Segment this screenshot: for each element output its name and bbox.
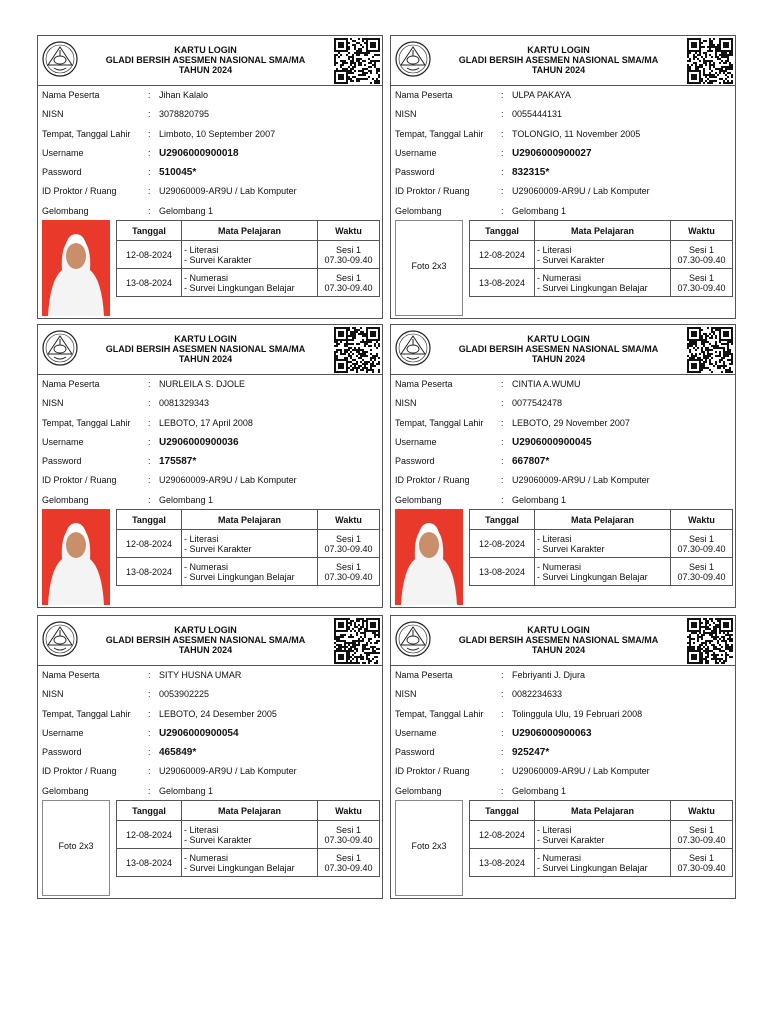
row-nama: Nama Peserta : Jihan Kalalo (42, 86, 382, 105)
card-header (38, 325, 382, 375)
tut-wuri-handayani-logo-icon (395, 41, 431, 77)
cell-waktu: Sesi 1 07.30-09.40 (318, 241, 380, 269)
cell-tanggal: 12-08-2024 (470, 821, 535, 849)
cell-mapel: - Numerasi - Survei Lingkungan Belajar (182, 269, 318, 297)
participant-info (395, 86, 735, 221)
row-username: Username : U2906000900027 (395, 144, 735, 163)
row-nisn: NISN : 0053902225 (42, 685, 382, 704)
table-row (117, 241, 380, 269)
row-nama: Nama Peserta : CINTIA A.WUMU (395, 375, 735, 394)
qr-code-icon (687, 327, 733, 373)
participant-username: U2906000900063 (512, 727, 592, 739)
row-proktor: ID Proktor / Ruang : U29060009-AR9U / Lab Komputer (42, 762, 382, 781)
participant-birth: LEBOTO, 24 Desember 2005 (159, 708, 277, 719)
row-nisn: NISN : 0082234633 (395, 685, 735, 704)
label-password: Password (395, 456, 435, 467)
title-line-1: KARTU LOGIN (174, 45, 237, 55)
participant-birth: Tolinggula Ulu, 19 Februari 2008 (512, 708, 643, 719)
cell-waktu: Sesi 1 07.30-09.40 (671, 530, 733, 558)
label-username: Username (395, 436, 437, 447)
label-nama: Nama Peserta (395, 90, 453, 100)
cell-mapel: - Literasi - Survei Karakter (535, 241, 671, 269)
title-line-2: GLADI BERSIH ASESMEN NASIONAL SMA/MA (105, 344, 306, 354)
cell-tanggal: 12-08-2024 (470, 530, 535, 558)
header-mapel: Mata Pelajaran (182, 221, 318, 241)
cell-waktu: Sesi 1 07.30-09.40 (318, 821, 380, 849)
label-username: Username (395, 147, 437, 158)
label-username: Username (42, 147, 84, 158)
participant-password: 175587* (159, 456, 197, 468)
row-gelombang: Gelombang : Gelombang 1 (395, 782, 735, 801)
cell-waktu: Sesi 1 07.30-09.40 (671, 821, 733, 849)
qr-code-icon (687, 38, 733, 84)
row-gelombang: Gelombang : Gelombang 1 (42, 782, 382, 801)
header-tanggal: Tanggal (470, 510, 535, 530)
row-gelombang: Gelombang : Gelombang 1 (42, 491, 382, 510)
header-mapel: Mata Pelajaran (535, 510, 671, 530)
table-row (117, 821, 380, 849)
cell-waktu: Sesi 1 07.30-09.40 (671, 849, 733, 877)
participant-photo (395, 220, 463, 316)
label-gelombang: Gelombang (395, 205, 442, 216)
title-line-1: KARTU LOGIN (527, 334, 590, 344)
title-line-1: KARTU LOGIN (527, 625, 590, 635)
label-password: Password (395, 747, 435, 758)
header-waktu: Waktu (671, 801, 733, 821)
photo-placeholder-text: Foto 2x3 (58, 841, 94, 851)
cell-tanggal: 13-08-2024 (117, 269, 182, 297)
header-tanggal: Tanggal (117, 510, 182, 530)
row-password: Password : 510045* (42, 163, 382, 182)
label-nisn: NISN (42, 109, 64, 120)
participant-name: Jihan Kalalo (159, 90, 209, 100)
tut-wuri-handayani-logo-icon (42, 621, 78, 657)
participant-password: 832315* (512, 167, 550, 179)
login-card-3 (37, 324, 383, 608)
label-nisn: NISN (42, 398, 64, 409)
label-ttl: Tempat, Tanggal Lahir (395, 708, 484, 719)
header-mapel: Mata Pelajaran (182, 510, 318, 530)
label-password: Password (42, 456, 82, 467)
card-header (38, 36, 382, 86)
label-ttl: Tempat, Tanggal Lahir (42, 417, 131, 428)
qr-code-icon (334, 327, 380, 373)
card-title (78, 334, 333, 364)
schedule-header-row (117, 510, 380, 530)
tut-wuri-handayani-logo-icon (395, 330, 431, 366)
row-nisn: NISN : 3078820795 (42, 105, 382, 124)
title-line-2: GLADI BERSIH ASESMEN NASIONAL SMA/MA (105, 55, 306, 65)
header-waktu: Waktu (671, 510, 733, 530)
cell-tanggal: 13-08-2024 (470, 849, 535, 877)
header-waktu: Waktu (318, 510, 380, 530)
title-line-1: KARTU LOGIN (174, 625, 237, 635)
card-title (431, 45, 686, 75)
cell-tanggal: 12-08-2024 (470, 241, 535, 269)
participant-username: U2906000900054 (159, 727, 239, 739)
title-line-3: TAHUN 2024 (178, 65, 233, 75)
schedule-table (469, 220, 733, 297)
title-line-3: TAHUN 2024 (178, 645, 233, 655)
row-password: Password : 925247* (395, 743, 735, 762)
participant-proktor: U29060009-AR9U / Lab Komputer (159, 475, 297, 486)
label-ttl: Tempat, Tanggal Lahir (395, 417, 484, 428)
header-waktu: Waktu (318, 801, 380, 821)
row-nisn: NISN : 0077542478 (395, 394, 735, 413)
participant-gelombang: Gelombang 1 (159, 785, 214, 796)
participant-photo (395, 509, 463, 605)
tut-wuri-handayani-logo-icon (42, 330, 78, 366)
title-line-3: TAHUN 2024 (531, 645, 586, 655)
row-password: Password : 832315* (395, 163, 735, 182)
cell-mapel: - Numerasi - Survei Lingkungan Belajar (182, 558, 318, 586)
header-mapel: Mata Pelajaran (535, 221, 671, 241)
cell-waktu: Sesi 1 07.30-09.40 (671, 269, 733, 297)
schedule-header-row (470, 510, 733, 530)
row-proktor: ID Proktor / Ruang : U29060009-AR9U / Lab Komputer (42, 471, 382, 490)
label-password: Password (42, 747, 82, 758)
label-ttl: Tempat, Tanggal Lahir (395, 128, 484, 139)
cell-waktu: Sesi 1 07.30-09.40 (318, 558, 380, 586)
row-proktor: ID Proktor / Ruang : U29060009-AR9U / Lab Komputer (395, 762, 735, 781)
participant-info (42, 375, 382, 510)
schedule-header-row (470, 221, 733, 241)
cell-tanggal: 13-08-2024 (117, 558, 182, 586)
row-ttl: Tempat, Tanggal Lahir : LEBOTO, 24 Desember 2005 (42, 705, 382, 724)
label-gelombang: Gelombang (42, 494, 89, 505)
row-proktor: ID Proktor / Ruang : U29060009-AR9U / Lab Komputer (42, 182, 382, 201)
label-password: Password (42, 167, 82, 178)
table-row (470, 849, 733, 877)
label-gelombang: Gelombang (395, 494, 442, 505)
table-row (470, 269, 733, 297)
title-line-3: TAHUN 2024 (178, 354, 233, 364)
cell-tanggal: 12-08-2024 (117, 241, 182, 269)
card-header (38, 616, 382, 666)
row-password: Password : 465849* (42, 743, 382, 762)
label-nisn: NISN (395, 689, 417, 700)
row-username: Username : U2906000900054 (42, 724, 382, 743)
card-header (391, 325, 735, 375)
participant-username: U2906000900045 (512, 436, 592, 448)
title-line-2: GLADI BERSIH ASESMEN NASIONAL SMA/MA (458, 55, 659, 65)
participant-gelombang: Gelombang 1 (512, 494, 567, 505)
participant-nisn: 3078820795 (159, 109, 210, 120)
participant-nisn: 0077542478 (512, 398, 563, 409)
label-proktor: ID Proktor / Ruang (395, 766, 470, 777)
cell-mapel: - Literasi - Survei Karakter (535, 530, 671, 558)
participant-gelombang: Gelombang 1 (159, 205, 214, 216)
qr-code-icon (334, 618, 380, 664)
participant-nisn: 0081329343 (159, 398, 210, 409)
participant-photo (395, 800, 463, 896)
row-gelombang: Gelombang : Gelombang 1 (395, 202, 735, 221)
row-nama: Nama Peserta : ULPA PAKAYA (395, 86, 735, 105)
row-username: Username : U2906000900063 (395, 724, 735, 743)
label-proktor: ID Proktor / Ruang (42, 186, 117, 197)
label-nisn: NISN (42, 689, 64, 700)
row-username: Username : U2906000900045 (395, 433, 735, 452)
label-proktor: ID Proktor / Ruang (395, 186, 470, 197)
participant-name: ULPA PAKAYA (512, 90, 571, 100)
table-row (117, 269, 380, 297)
participant-name: CINTIA A.WUMU (512, 379, 581, 389)
participant-photo (42, 509, 110, 605)
row-ttl: Tempat, Tanggal Lahir : LEBOTO, 29 November 2007 (395, 414, 735, 433)
row-username: Username : U2906000900036 (42, 433, 382, 452)
title-line-2: GLADI BERSIH ASESMEN NASIONAL SMA/MA (105, 635, 306, 645)
card-title (78, 45, 333, 75)
participant-nisn: 0082234633 (512, 689, 563, 700)
participant-portrait-icon (42, 509, 110, 605)
participant-info (395, 375, 735, 510)
label-nisn: NISN (395, 109, 417, 120)
login-card-2 (390, 35, 736, 319)
cell-mapel: - Numerasi - Survei Lingkungan Belajar (535, 269, 671, 297)
label-gelombang: Gelombang (42, 205, 89, 216)
label-ttl: Tempat, Tanggal Lahir (42, 708, 131, 719)
label-nama: Nama Peserta (42, 90, 100, 100)
label-nama: Nama Peserta (395, 670, 453, 680)
schedule-table (116, 800, 380, 877)
login-card-4 (390, 324, 736, 608)
participant-photo (42, 220, 110, 316)
header-tanggal: Tanggal (117, 801, 182, 821)
table-row (117, 849, 380, 877)
label-proktor: ID Proktor / Ruang (42, 766, 117, 777)
label-nisn: NISN (395, 398, 417, 409)
cell-waktu: Sesi 1 07.30-09.40 (318, 269, 380, 297)
participant-password: 465849* (159, 747, 197, 759)
row-ttl: Tempat, Tanggal Lahir : Tolinggula Ulu, 19 Februari 2008 (395, 705, 735, 724)
title-line-3: TAHUN 2024 (531, 354, 586, 364)
participant-gelombang: Gelombang 1 (512, 205, 567, 216)
cell-tanggal: 12-08-2024 (117, 530, 182, 558)
cell-tanggal: 13-08-2024 (470, 558, 535, 586)
cell-waktu: Sesi 1 07.30-09.40 (671, 241, 733, 269)
row-nama: Nama Peserta : Febriyanti J. Djura (395, 666, 735, 685)
label-username: Username (395, 727, 437, 738)
cell-waktu: Sesi 1 07.30-09.40 (318, 530, 380, 558)
card-title (78, 625, 333, 655)
card-header (391, 616, 735, 666)
header-mapel: Mata Pelajaran (535, 801, 671, 821)
row-nama: Nama Peserta : SITY HUSNA UMAR (42, 666, 382, 685)
title-line-2: GLADI BERSIH ASESMEN NASIONAL SMA/MA (458, 344, 659, 354)
row-nisn: NISN : 0081329343 (42, 394, 382, 413)
participant-proktor: U29060009-AR9U / Lab Komputer (159, 766, 297, 777)
participant-portrait-icon (395, 509, 463, 605)
card-title (431, 625, 686, 655)
title-line-1: KARTU LOGIN (174, 334, 237, 344)
cell-mapel: - Literasi - Survei Karakter (535, 821, 671, 849)
photo-placeholder-text: Foto 2x3 (411, 261, 447, 271)
participant-username: U2906000900036 (159, 436, 239, 448)
cell-tanggal: 13-08-2024 (117, 849, 182, 877)
header-mapel: Mata Pelajaran (182, 801, 318, 821)
row-password: Password : 175587* (42, 452, 382, 471)
participant-photo (42, 800, 110, 896)
schedule-header-row (470, 801, 733, 821)
row-proktor: ID Proktor / Ruang : U29060009-AR9U / Lab Komputer (395, 471, 735, 490)
schedule-header-row (117, 221, 380, 241)
label-nama: Nama Peserta (42, 670, 100, 680)
table-row (470, 558, 733, 586)
participant-username: U2906000900018 (159, 147, 239, 159)
header-waktu: Waktu (671, 221, 733, 241)
participant-info (395, 666, 735, 801)
row-gelombang: Gelombang : Gelombang 1 (42, 202, 382, 221)
tut-wuri-handayani-logo-icon (42, 41, 78, 77)
cell-tanggal: 13-08-2024 (470, 269, 535, 297)
participant-info (42, 86, 382, 221)
label-nama: Nama Peserta (42, 379, 100, 389)
schedule-table (116, 220, 380, 297)
card-header (391, 36, 735, 86)
participant-proktor: U29060009-AR9U / Lab Komputer (512, 475, 650, 486)
participant-name: NURLEILA S. DJOLE (159, 379, 246, 389)
participant-proktor: U29060009-AR9U / Lab Komputer (159, 186, 297, 197)
participant-proktor: U29060009-AR9U / Lab Komputer (512, 186, 650, 197)
participant-birth: LEBOTO, 17 April 2008 (159, 417, 253, 428)
cell-tanggal: 12-08-2024 (117, 821, 182, 849)
participant-password: 667807* (512, 456, 550, 468)
header-waktu: Waktu (318, 221, 380, 241)
table-row (470, 530, 733, 558)
qr-code-icon (687, 618, 733, 664)
cell-mapel: - Numerasi - Survei Lingkungan Belajar (535, 558, 671, 586)
participant-portrait-icon (42, 220, 110, 316)
row-ttl: Tempat, Tanggal Lahir : TOLONGIO, 11 November 2005 (395, 125, 735, 144)
participant-birth: LEBOTO, 29 November 2007 (512, 417, 630, 428)
header-tanggal: Tanggal (470, 221, 535, 241)
title-line-3: TAHUN 2024 (531, 65, 586, 75)
participant-info (42, 666, 382, 801)
participant-name: Febriyanti J. Djura (512, 670, 586, 680)
table-row (470, 241, 733, 269)
participant-name: SITY HUSNA UMAR (159, 670, 242, 680)
row-ttl: Tempat, Tanggal Lahir : Limboto, 10 September 2007 (42, 125, 382, 144)
cell-mapel: - Literasi - Survei Karakter (182, 241, 318, 269)
participant-password: 925247* (512, 747, 550, 759)
cell-mapel: - Literasi - Survei Karakter (182, 821, 318, 849)
row-gelombang: Gelombang : Gelombang 1 (395, 491, 735, 510)
cell-waktu: Sesi 1 07.30-09.40 (671, 558, 733, 586)
row-nama: Nama Peserta : NURLEILA S. DJOLE (42, 375, 382, 394)
title-line-2: GLADI BERSIH ASESMEN NASIONAL SMA/MA (458, 635, 659, 645)
label-username: Username (42, 727, 84, 738)
schedule-table (469, 509, 733, 586)
photo-placeholder-text: Foto 2x3 (411, 841, 447, 851)
row-username: Username : U2906000900018 (42, 144, 382, 163)
participant-nisn: 0053902225 (159, 689, 210, 700)
label-gelombang: Gelombang (42, 785, 89, 796)
schedule-header-row (117, 801, 380, 821)
row-ttl: Tempat, Tanggal Lahir : LEBOTO, 17 April 2008 (42, 414, 382, 433)
participant-username: U2906000900027 (512, 147, 592, 159)
label-proktor: ID Proktor / Ruang (395, 475, 470, 486)
schedule-table (469, 800, 733, 877)
cell-mapel: - Numerasi - Survei Lingkungan Belajar (535, 849, 671, 877)
row-password: Password : 667807* (395, 452, 735, 471)
header-tanggal: Tanggal (470, 801, 535, 821)
login-card-1 (37, 35, 383, 319)
label-gelombang: Gelombang (395, 785, 442, 796)
label-nama: Nama Peserta (395, 379, 453, 389)
card-title (431, 334, 686, 364)
participant-gelombang: Gelombang 1 (512, 785, 567, 796)
cell-waktu: Sesi 1 07.30-09.40 (318, 849, 380, 877)
table-row (470, 821, 733, 849)
schedule-table (116, 509, 380, 586)
participant-nisn: 0055444131 (512, 109, 563, 120)
table-row (117, 530, 380, 558)
header-tanggal: Tanggal (117, 221, 182, 241)
cell-mapel: - Literasi - Survei Karakter (182, 530, 318, 558)
participant-birth: TOLONGIO, 11 November 2005 (512, 128, 641, 139)
cell-mapel: - Numerasi - Survei Lingkungan Belajar (182, 849, 318, 877)
participant-birth: Limboto, 10 September 2007 (159, 128, 276, 139)
login-card-5 (37, 615, 383, 899)
label-password: Password (395, 167, 435, 178)
label-proktor: ID Proktor / Ruang (42, 475, 117, 486)
title-line-1: KARTU LOGIN (527, 45, 590, 55)
table-row (117, 558, 380, 586)
login-card-6 (390, 615, 736, 899)
row-nisn: NISN : 0055444131 (395, 105, 735, 124)
label-ttl: Tempat, Tanggal Lahir (42, 128, 131, 139)
participant-password: 510045* (159, 167, 197, 179)
participant-gelombang: Gelombang 1 (159, 494, 214, 505)
row-proktor: ID Proktor / Ruang : U29060009-AR9U / Lab Komputer (395, 182, 735, 201)
qr-code-icon (334, 38, 380, 84)
label-username: Username (42, 436, 84, 447)
participant-proktor: U29060009-AR9U / Lab Komputer (512, 766, 650, 777)
tut-wuri-handayani-logo-icon (395, 621, 431, 657)
